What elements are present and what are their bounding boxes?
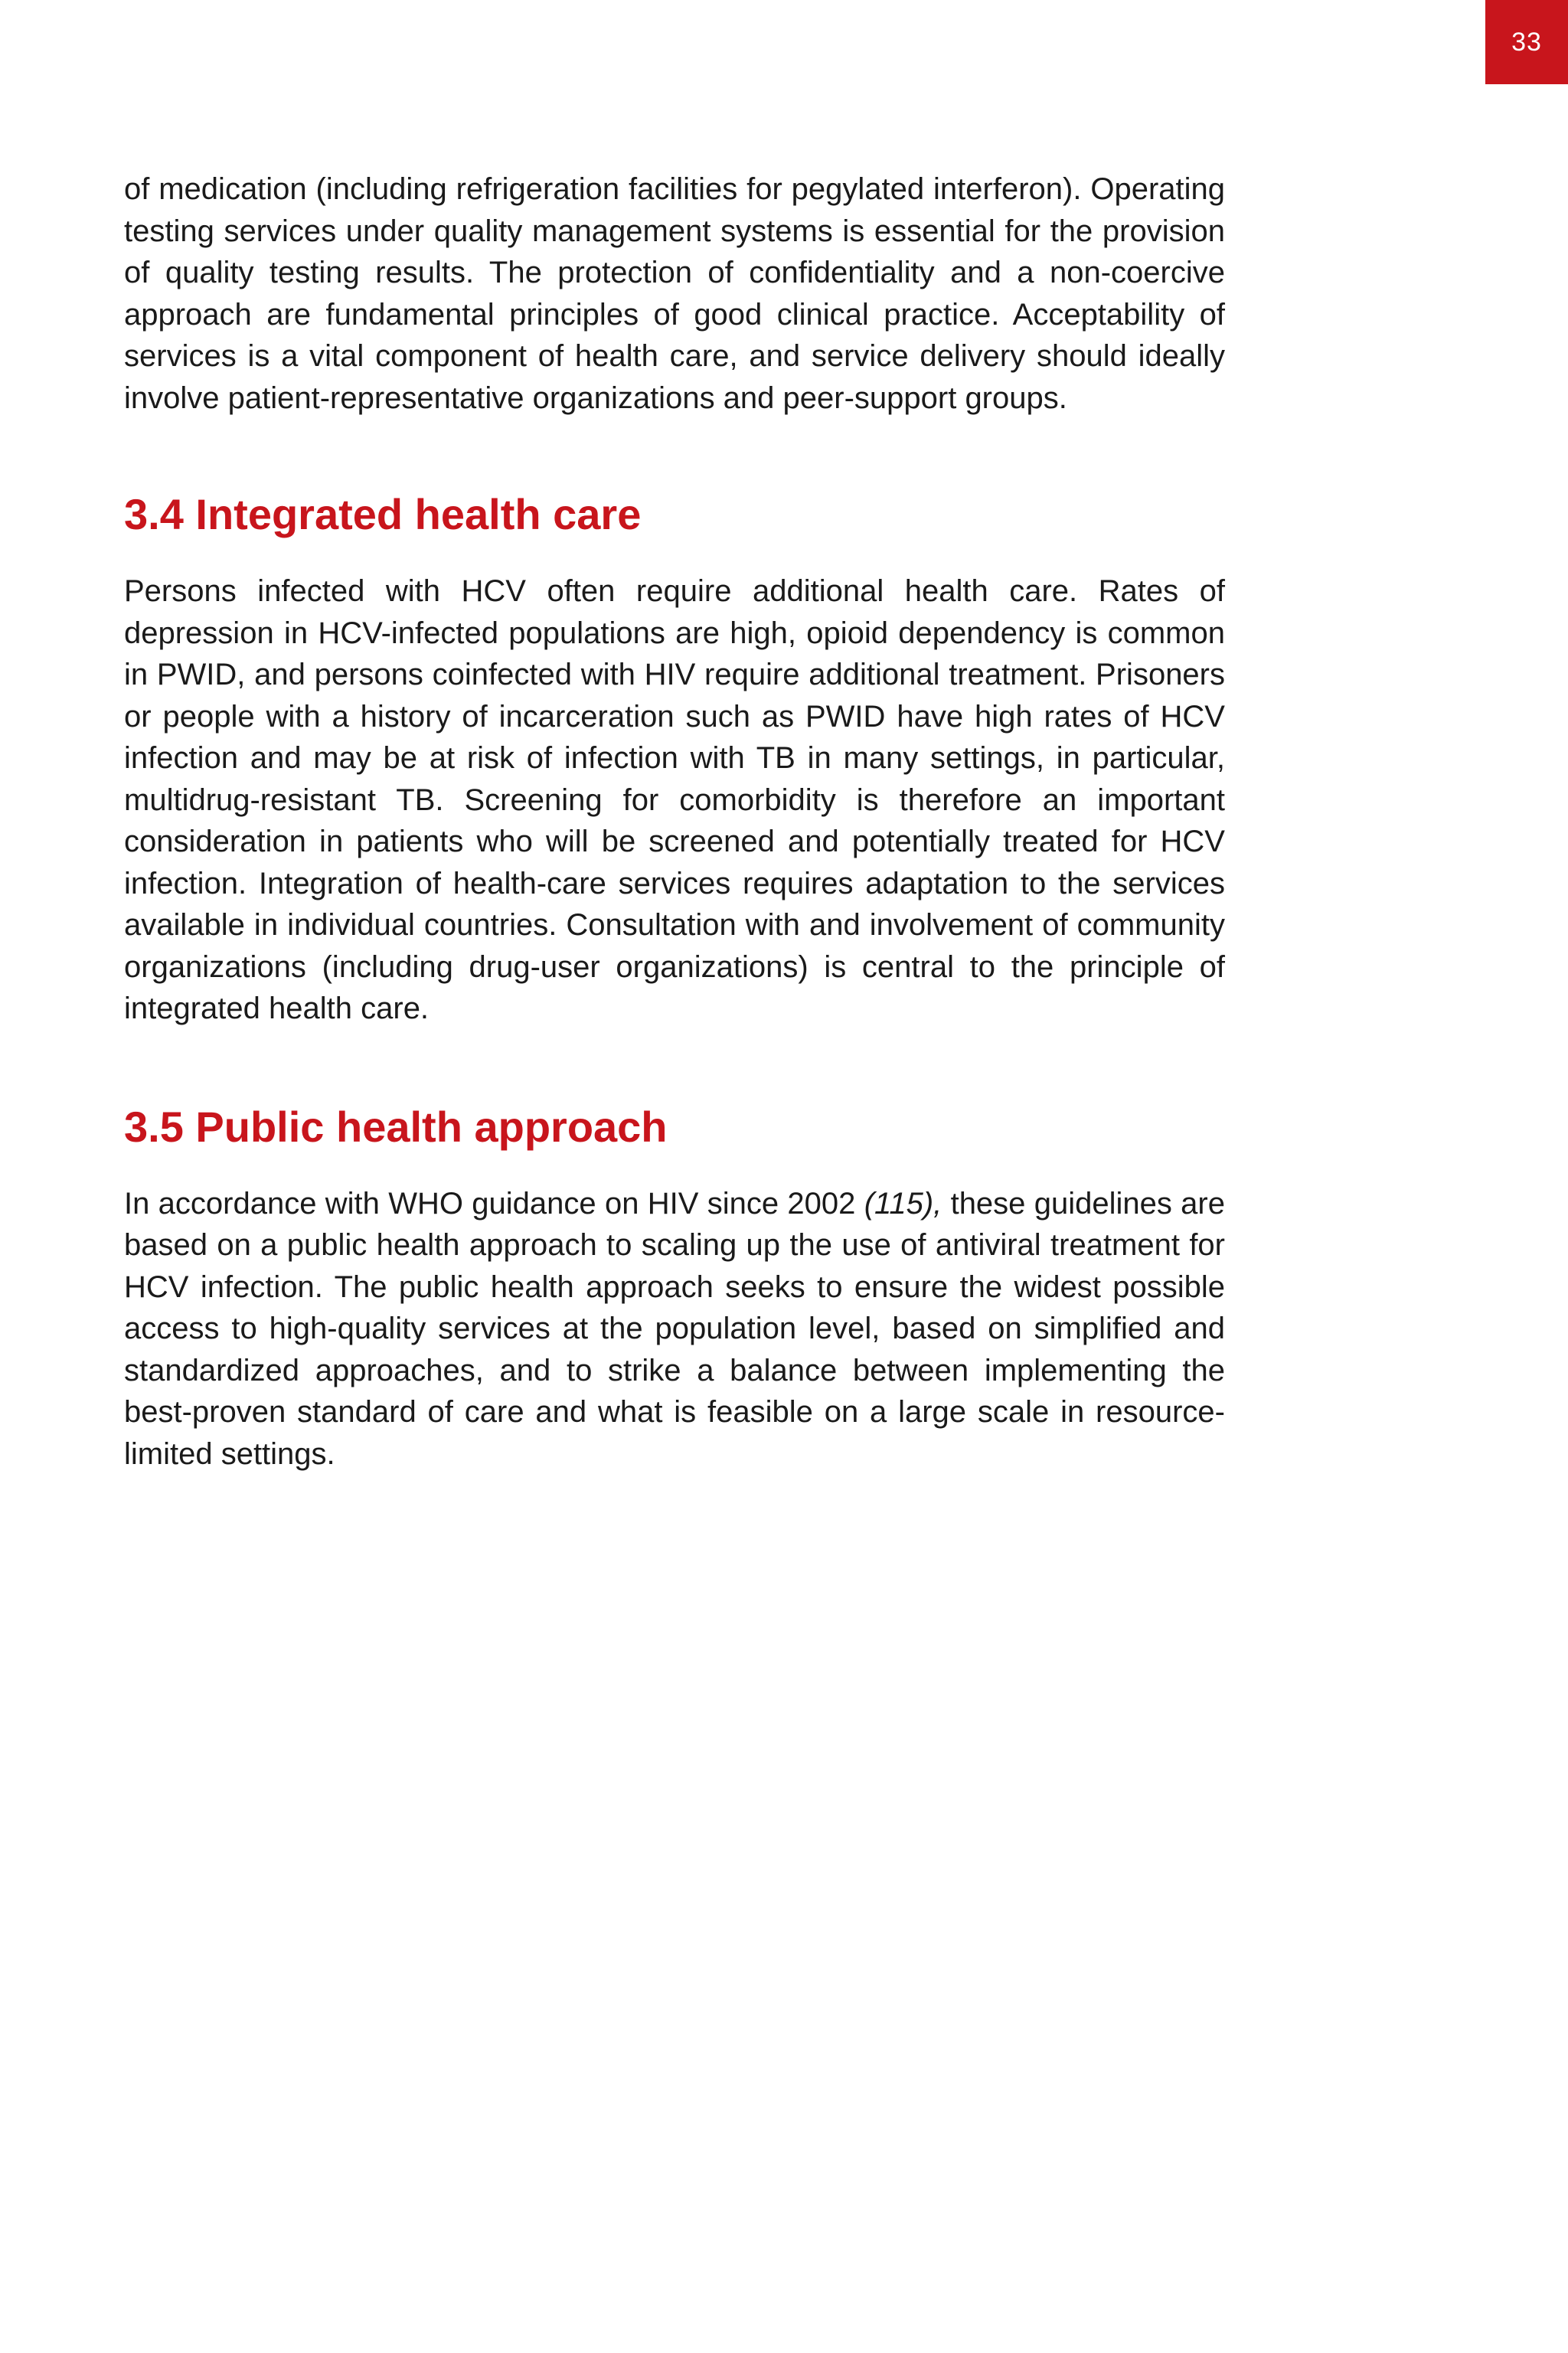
body-text-after-citation: these guidelines are based on a public health approach to scaling up the use of antiviral treatment for HCV infection. The public health approach seeks to ensure the widest possible access to high-quality services at the population level, based on simplified and standardized approaches, and to strike a balance between implementing the best-proven standard of care and what is feasible on a large scale in resource-limited settings. — [124, 1186, 1225, 1471]
page-number-tab — [1485, 0, 1568, 84]
section-body-public-health-approach — [124, 1183, 1225, 1476]
citation-reference: (115), — [864, 1186, 942, 1221]
body-text-before-citation: In accordance with WHO guidance on HIV since 2002 — [124, 1186, 864, 1221]
intro-paragraph: of medication (including refrigeration facilities for pegylated interferon). Operating testing services under quality management systems is essential for the provision of quality testing results. The protection of confidentiality and a non-coercive approach are fundamental principles of good clinical practice. Acceptability of services is a vital component of health care, and service delivery should ideally involve patient-representative organizations and peer-support groups. — [124, 172, 1225, 415]
section-heading-integrated-health-care: 3.4 Integrated health care — [124, 490, 642, 538]
section-heading-public-health-approach: 3.5 Public health approach — [124, 1102, 668, 1151]
document-body — [124, 168, 1225, 1475]
section-body-integrated-health-care: Persons infected with HCV often require additional health care. Rates of depression in HCV-infected populations are high, opioid dependency is common in PWID, and persons coinfected with HIV require additional treatment. Prisoners or people with a history of incarceration such as PWID have high rates of HCV infection and may be at risk of infection with TB in many settings, in particular, multidrug-resistant TB. Screening for comorbidity is therefore an important consideration in patients who will be screened and potentially treated for HCV infection. Integration of health-care services requires adaptation to the services available in individual countries. Consultation with and involvement of community organizations (including drug-user organizations) is central to the principle of integrated health care. — [124, 574, 1225, 1025]
page-number: 33 — [1511, 27, 1542, 57]
